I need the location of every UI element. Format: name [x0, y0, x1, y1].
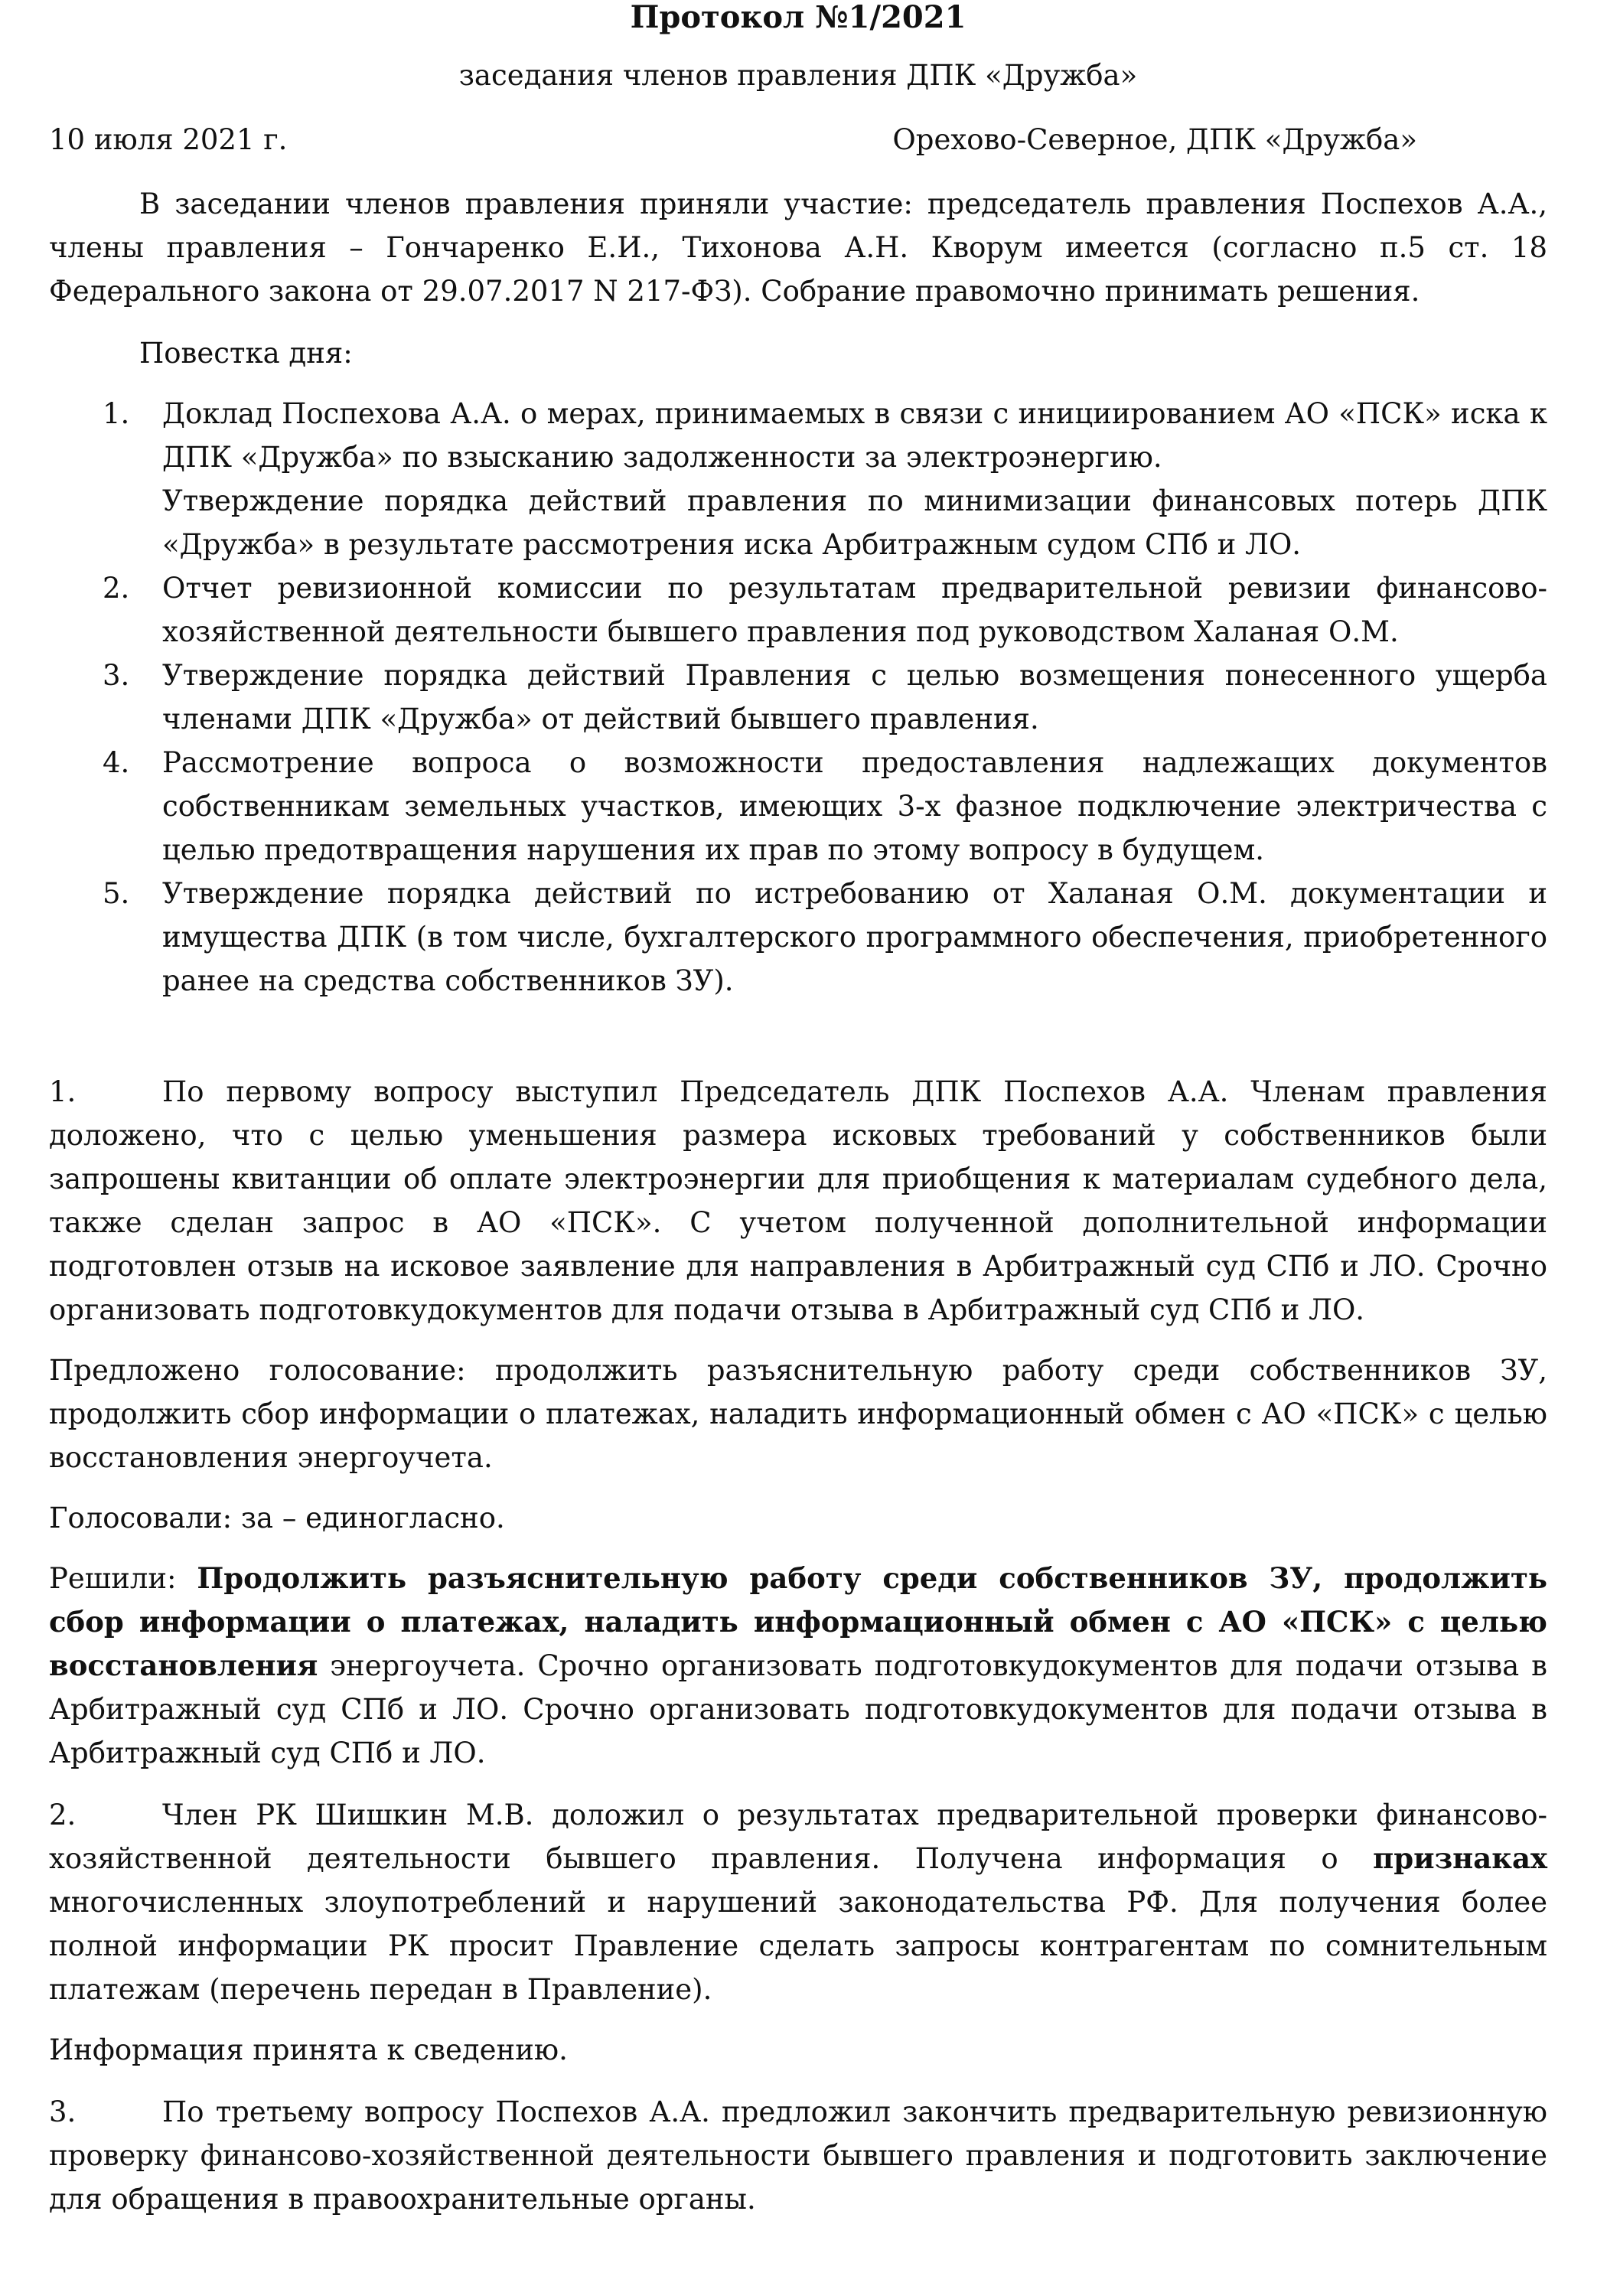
section-2 [49, 1793, 1547, 2072]
agenda-item-text: Рассмотрение вопроса о возможности предоставления надлежащих документов собственникам земельных участков, имеющих 3-х фазное подключение электричества с целью предотвращения нарушения их прав по этому вопросу в будущем. [162, 746, 1547, 866]
agenda-item-number: 3. [103, 659, 130, 692]
section-3 [49, 2090, 1547, 2221]
agenda-item-text: Утверждение порядка действий по истребованию от Халаная О.М. документации и имущества ДПК (в том числе, бухгалтерского программного обеспечения, приобретенного ранее на средства собственников ЗУ). [162, 877, 1547, 997]
section-1-vote: Голосовали: за – единогласно. [49, 1502, 505, 1534]
agenda-item-number: 4. [103, 746, 130, 779]
agenda-item [49, 566, 1547, 654]
agenda-item [49, 872, 1547, 1003]
agenda-title: Повестка дня: [139, 337, 353, 370]
section-2-lead [49, 1793, 1547, 2011]
section-3-lead [49, 2090, 1547, 2221]
agenda-item-text: Утверждение порядка действий Правления с целью возмещения понесенного ущерба членами ДПК «Дружба» от действий бывшего правления. [162, 659, 1547, 735]
agenda-item-number: 2. [103, 572, 130, 605]
document-date: 10 июля 2021 г. [49, 123, 288, 156]
section-1 [49, 1070, 1547, 1775]
agenda-item-extra: Утверждение порядка действий правления по минимизации финансовых потерь ДПК «Дружба» в результате рассмотрения иска Арбитражным судом СПб и ЛО. [162, 484, 1547, 561]
section-number: 1. [49, 1075, 77, 1108]
section-1-lead [49, 1070, 1547, 1332]
section-2-bold-word: признаках [1373, 1841, 1547, 1875]
decision-rest-text: энергоучета. Срочно организовать подготовкудокументов для подачи отзыва в Арбитражный суд СПб и ЛО. Срочно организовать подготовкудокументов для подачи отзыва в Арбитражный суд СПб и ЛО. [49, 1649, 1547, 1769]
document-place: Орехово-Северное, ДПК «Дружба» [892, 123, 1417, 156]
agenda-item-number: 5. [103, 877, 130, 910]
agenda-item-text: Отчет ревизионной комиссии по результатам предварительной ревизии финансово-хозяйственной деятельности бывшего правления под руководством Халаная О.М. [162, 572, 1547, 648]
agenda-list [49, 392, 1547, 1003]
section-1-proposal: Предложено голосование: продолжить разъяснительную работу среди собственников ЗУ, продолжить сбор информации о платежах, наладить информационный обмен с АО «ПСК» с целью восстановления энергоучета. [49, 1354, 1547, 1474]
section-number: 2. [49, 1799, 77, 1831]
agenda-item [49, 392, 1547, 566]
section-number: 3. [49, 2095, 77, 2128]
intro-paragraph: В заседании членов правления приняли участие: председатель правления Поспехов А.А., члены правления – Гончаренко Е.И., Тихонова А.Н. Кворум имеется (согласно п.5 ст. 18 Федерального закона от 29.07.2017 N 217-ФЗ). Собрание правомочно принимать решения. [49, 188, 1547, 308]
meta-line [49, 122, 1547, 158]
section-1-text: По первому вопросу выступил Председатель ДПК Поспехов А.А. Членам правления доложено, что с целью уменьшения размера исковых требований у собственников были запрошены квитанции об оплате электроэнергии для приобщения к материалам судебного дела, также сделан запрос в АО «ПСК». С учетом полученной дополнительной информации подготовлен отзыв на исковое заявление для направления в Арбитражный суд СПб и ЛО. Срочно организовать подготовкудокументов для подачи отзыва в Арбитражный суд СПб и ЛО. [49, 1075, 1547, 1326]
agenda-item [49, 741, 1547, 872]
section-1-decision [49, 1557, 1547, 1775]
document-title: Протокол №1/2021 [630, 0, 966, 35]
agenda-item-text: Доклад Поспехова А.А. о мерах, принимаемых в связи с инициированием АО «ПСК» иска к ДПК «Дружба» по взысканию задолженности за электроэнергию. [162, 397, 1547, 474]
decision-label: Решили: [49, 1562, 197, 1595]
document-subtitle: заседания членов правления ДПК «Дружба» [458, 59, 1138, 92]
section-2-note: Информация принята к сведению. [49, 2033, 568, 2066]
section-2-text-b: многочисленных злоупотреблений и нарушений законодательства РФ. Для получения более полной информации РК просит Правление сделать запросы контрагентам по сомнительным платежам (перечень передан в Правление). [49, 1886, 1547, 2006]
section-3-text: По третьему вопросу Поспехов А.А. предложил закончить предварительную ревизионную проверку финансово-хозяйственной деятельности бывшего правления и подготовить заключение для обращения в правоохранительные органы. [49, 2095, 1547, 2216]
decision-bold-text: Продолжить разъяснительную работу среди собственников ЗУ, продолжить сбор информации о платежах, наладить информационный обмен с АО «ПСК» с целью восстановления [49, 1561, 1547, 1682]
agenda-item-number: 1. [103, 397, 130, 430]
section-2-text-a: Член РК Шишкин М.В. доложил о результатах предварительной проверки финансово-хозяйственной деятельности бывшего правления. Получена информация о [49, 1799, 1547, 1875]
agenda-item [49, 654, 1547, 741]
